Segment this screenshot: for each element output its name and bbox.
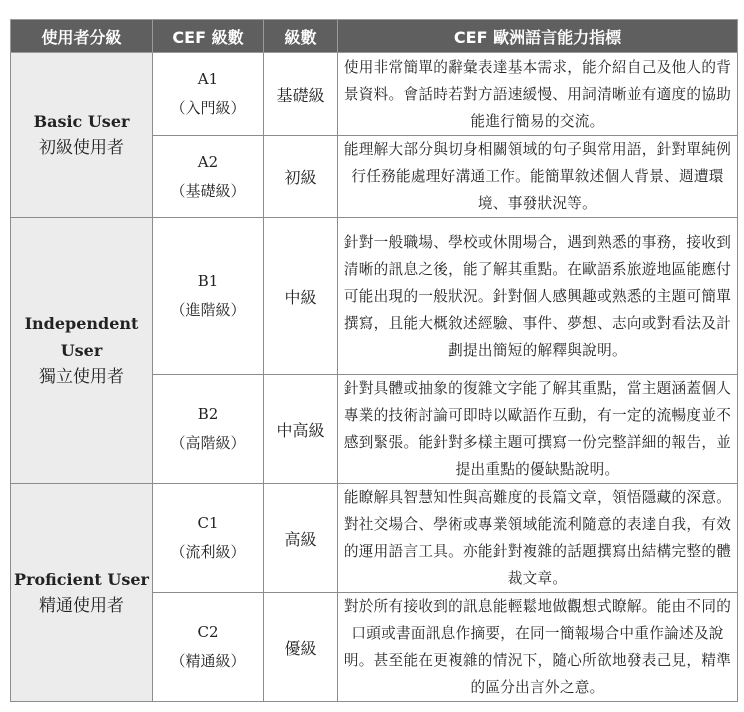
header-category: 使用者分級 xyxy=(11,20,153,53)
user-category-en: Proficient User xyxy=(14,569,149,589)
table-header-row xyxy=(11,20,738,53)
cef-level-cell xyxy=(153,53,264,136)
cef-level-code: B1 xyxy=(197,272,219,290)
user-category-en: Basic User xyxy=(33,112,130,131)
cef-level-sub: （進階級） xyxy=(170,301,246,319)
grade-cell: 初級 xyxy=(264,136,338,218)
user-category-en: Independent xyxy=(24,314,139,333)
grade-cell: 優級 xyxy=(264,593,338,702)
indicator-description: 使用非常簡單的辭彙表達基本需求，能介紹自己及他人的背景資料。會話時若對方語速緩慢、用詞清晰並有適度的協助能進行簡易的交流。 xyxy=(338,53,738,136)
indicator-description: 針對一般職場、學校或休閒場合，遇到熟悉的事務，接收到清晰的訊息之後，能了解其重點。在歐語系旅遊地區能應付可能出現的一般狀況。針對個人感興趣或熟悉的主題可簡單撰寫，且能大概敘述經驗、事件、夢想、志向或對看法及計劃提出簡短的解釋與說明。 xyxy=(338,218,738,375)
table-row xyxy=(11,218,738,375)
cef-level-sub: （精通級） xyxy=(170,652,246,670)
header-grade: 級數 xyxy=(264,20,338,53)
indicator-description: 能理解大部分與切身相關領域的句子與常用語，針對單純例行任務能處理好溝通工作。能簡單敘述個人背景、週遭環境、事發狀況等。 xyxy=(338,136,738,218)
cef-level-table xyxy=(10,19,738,702)
cef-level-cell xyxy=(153,593,264,702)
cef-level-code: A1 xyxy=(197,70,219,88)
table-row xyxy=(11,53,738,136)
indicator-description: 針對具體或抽象的復雜文字能了解其重點，當主題涵蓋個人專業的技術討論可即時以歐語作互動，有一定的流暢度並不感到緊張。能針對多樣主題可撰寫一份完整詳細的報告，並提出重點的優缺點說明。 xyxy=(338,375,738,484)
header-cef-level: CEF 級數 xyxy=(153,20,264,53)
cef-level-code: C1 xyxy=(197,514,219,532)
grade-cell: 高級 xyxy=(264,484,338,593)
grade-cell: 基礎級 xyxy=(264,53,338,136)
user-category-basic xyxy=(11,53,153,218)
grade-cell: 中級 xyxy=(264,218,338,375)
user-category-zh: 精通使用者 xyxy=(39,595,124,616)
cef-level-cell xyxy=(153,375,264,484)
user-category-independent xyxy=(11,218,153,484)
user-category-zh: 獨立使用者 xyxy=(39,367,124,387)
table-row xyxy=(11,484,738,593)
cef-level-sub: （流利級） xyxy=(170,543,246,561)
user-category-proficient xyxy=(11,484,153,702)
cef-level-code: A2 xyxy=(197,152,219,171)
user-category-zh: 初級使用者 xyxy=(39,138,124,158)
grade-cell: 中高級 xyxy=(264,375,338,484)
cef-level-cell xyxy=(153,136,264,218)
cef-level-cell xyxy=(153,484,264,593)
cef-level-cell xyxy=(153,218,264,375)
cef-level-sub: （高階級） xyxy=(170,434,246,452)
cef-level-code: C2 xyxy=(197,623,219,641)
user-category-en-line2: User xyxy=(60,341,103,360)
cef-level-sub: （基礎級） xyxy=(170,181,246,200)
header-indicator: CEF 歐洲語言能力指標 xyxy=(338,20,738,53)
indicator-description: 對於所有接收到的訊息能輕鬆地做觀想式瞭解。能由不同的口頭或書面訊息作摘要，在同一簡報場合中重作論述及說明。甚至能在更複雜的情況下，隨心所欲地發表己見，精準的區分出言外之意。 xyxy=(338,593,738,702)
cef-level-sub: （入門級） xyxy=(170,99,246,117)
cef-table-container xyxy=(10,19,737,702)
cef-level-code: B2 xyxy=(197,405,219,423)
indicator-description: 能瞭解具智慧知性與高難度的長篇文章，領悟隱藏的深意。對社交場合、學術或專業領域能流利隨意的表達自我，有效的運用語言工具。亦能針對複雜的話題撰寫出結構完整的體裁文章。 xyxy=(338,484,738,593)
